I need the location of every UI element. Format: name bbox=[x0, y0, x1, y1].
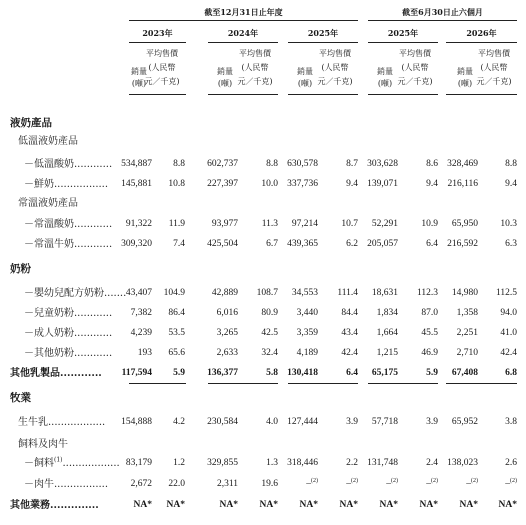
row-3-cell-9: 9.4 bbox=[505, 179, 517, 189]
row-10-cell-2: 3,265 bbox=[216, 328, 238, 338]
row-2-cell-8: 328,469 bbox=[447, 159, 478, 169]
row-18-cell-2: NA* bbox=[219, 500, 238, 510]
row-6-cell-1: 7.4 bbox=[173, 239, 185, 249]
header-sales-unit: (噸) bbox=[217, 79, 233, 88]
row-0-section-label: 液奶產品 bbox=[10, 117, 52, 129]
header-sales-label: 銷量 bbox=[457, 67, 473, 76]
header-period-rule-2 bbox=[288, 42, 358, 43]
row-11-cell-2: 2,633 bbox=[216, 348, 238, 358]
header-span-half: 截至6月30日止六個月 bbox=[402, 7, 483, 17]
row-5-cell-8: 65,950 bbox=[451, 219, 478, 229]
row-11-cell-4: 4,189 bbox=[296, 348, 318, 358]
row-8-cell-0: 43,407 bbox=[125, 288, 152, 298]
row-8-cell-3: 108.7 bbox=[256, 288, 278, 298]
row-18-cell-9: NA* bbox=[498, 500, 517, 510]
row-17-cell-2: 2,311 bbox=[216, 479, 238, 489]
row-1-group-label: 低溫液奶產品 bbox=[18, 136, 78, 147]
row-5-cell-7: 10.9 bbox=[421, 219, 438, 229]
row-18-cell-1: NA* bbox=[166, 500, 185, 510]
row-2-cell-4: 630,578 bbox=[287, 159, 318, 169]
row-2-cell-6: 303,628 bbox=[367, 159, 398, 169]
row-11-cell-7: 46.9 bbox=[421, 348, 438, 358]
row-16-cell-9: 2.6 bbox=[505, 458, 517, 468]
header-bottom-rule-2 bbox=[288, 94, 358, 95]
row-12-total-rule-2 bbox=[288, 383, 358, 384]
row-8-cell-5: 111.4 bbox=[337, 288, 358, 298]
row-6-cell-4: 439,365 bbox=[287, 239, 318, 249]
row-14-cell-0: 154,888 bbox=[121, 417, 152, 427]
header-period-rule-3 bbox=[368, 42, 438, 43]
row-17-cell-7: –$^{(2)}$ bbox=[426, 477, 438, 489]
row-2-cell-1: 8.8 bbox=[173, 159, 185, 169]
row-9-cell-3: 80.9 bbox=[261, 308, 278, 318]
row-12-cell-4: 130,418 bbox=[287, 368, 318, 378]
row-3-cell-3: 10.0 bbox=[261, 179, 278, 189]
row-14-cell-6: 57,718 bbox=[371, 417, 398, 427]
row-18-cell-6: NA* bbox=[379, 500, 398, 510]
header-price-currency: (人民幣 bbox=[148, 63, 176, 72]
row-9-cell-4: 3,440 bbox=[296, 308, 318, 318]
row-9-cell-5: 84.4 bbox=[341, 308, 358, 318]
row-9-cell-9: 94.0 bbox=[500, 308, 517, 318]
row-8-label: －嬰幼兒配方奶粉....... bbox=[24, 288, 127, 299]
row-12-cell-7: 5.9 bbox=[426, 368, 438, 378]
row-16-cell-6: 131,748 bbox=[367, 458, 398, 468]
row-18-label: 其他業務.............. bbox=[10, 500, 99, 511]
row-10-cell-8: 2,251 bbox=[456, 328, 478, 338]
row-10-cell-3: 42.5 bbox=[261, 328, 278, 338]
row-9-cell-6: 1,834 bbox=[376, 308, 398, 318]
row-18-cell-7: NA* bbox=[419, 500, 438, 510]
footnote-marker: (1) bbox=[54, 456, 63, 464]
row-18-cell-0: NA* bbox=[133, 500, 152, 510]
row-17-cell-8: –$^{(2)}$ bbox=[466, 477, 478, 489]
row-10-cell-0: 4,239 bbox=[130, 328, 152, 338]
row-6-cell-5: 6.2 bbox=[346, 239, 358, 249]
footnote-marker: (2) bbox=[351, 477, 358, 484]
row-14-cell-5: 3.9 bbox=[346, 417, 358, 427]
row-18-cell-4: NA* bbox=[299, 500, 318, 510]
footnote-marker: (2) bbox=[391, 477, 398, 484]
row-11-cell-3: 32.4 bbox=[261, 348, 278, 358]
header-period-4: 2026年 bbox=[466, 28, 497, 38]
row-5-cell-2: 93,977 bbox=[211, 219, 238, 229]
header-sales-label: 銷量 bbox=[217, 67, 233, 76]
header-sales-label: 銷量 bbox=[377, 67, 393, 76]
row-14-cell-8: 65,952 bbox=[451, 417, 478, 427]
header-period-rule-1 bbox=[208, 42, 278, 43]
row-16-cell-2: 329,855 bbox=[207, 458, 238, 468]
row-12-cell-0: 117,594 bbox=[121, 368, 152, 378]
row-14-cell-7: 3.9 bbox=[426, 417, 438, 427]
header-span-year: 截至12月31日止年度 bbox=[204, 7, 283, 17]
row-11-label: －其他奶粉............ bbox=[24, 348, 113, 359]
row-9-cell-2: 6,016 bbox=[216, 308, 238, 318]
row-16-cell-0: 83,179 bbox=[125, 458, 152, 468]
row-12-cell-3: 5.8 bbox=[266, 368, 278, 378]
row-14-cell-9: 3.8 bbox=[505, 417, 517, 427]
row-11-cell-1: 65.6 bbox=[168, 348, 185, 358]
row-14-cell-2: 230,584 bbox=[207, 417, 238, 427]
row-8-cell-9: 112.5 bbox=[495, 288, 517, 298]
header-price-label: 平均售價 bbox=[319, 49, 351, 58]
footnote-marker: (2) bbox=[311, 477, 318, 484]
row-14-cell-4: 127,444 bbox=[287, 417, 318, 427]
header-price-unit: 元／千克) bbox=[476, 77, 512, 86]
row-15-group-label: 飼料及肉牛 bbox=[18, 439, 68, 450]
row-9-cell-7: 87.0 bbox=[421, 308, 438, 318]
row-9-label: －兒童奶粉............ bbox=[24, 308, 113, 319]
row-14-cell-3: 4.0 bbox=[266, 417, 278, 427]
row-17-cell-0: 2,672 bbox=[130, 479, 152, 489]
row-8-cell-1: 104.9 bbox=[163, 288, 185, 298]
header-price-currency: (人民幣 bbox=[241, 63, 269, 72]
footnote-marker: (2) bbox=[510, 477, 517, 484]
row-16-label: －飼料$^{(1)}$.................. bbox=[24, 456, 120, 469]
row-9-cell-0: 7,382 bbox=[130, 308, 152, 318]
row-6-cell-7: 6.4 bbox=[426, 239, 438, 249]
row-17-cell-5: –$^{(2)}$ bbox=[346, 477, 358, 489]
row-11-cell-6: 1,215 bbox=[376, 348, 398, 358]
row-11-cell-0: 193 bbox=[137, 348, 152, 358]
row-8-cell-2: 42,889 bbox=[211, 288, 238, 298]
header-period-3: 2025年 bbox=[387, 28, 419, 38]
header-price-unit: 元／千克) bbox=[144, 77, 180, 86]
header-price-label: 平均售價 bbox=[146, 49, 178, 58]
row-3-cell-7: 9.4 bbox=[426, 179, 438, 189]
header-price-label: 平均售價 bbox=[478, 49, 510, 58]
row-18-cell-3: NA* bbox=[259, 500, 278, 510]
row-10-cell-4: 3,359 bbox=[296, 328, 318, 338]
header-price-label: 平均售價 bbox=[239, 49, 271, 58]
row-6-label: －常溫牛奶............ bbox=[24, 239, 113, 250]
row-3-cell-4: 337,736 bbox=[287, 179, 318, 189]
row-5-cell-5: 10.7 bbox=[341, 219, 358, 229]
row-6-cell-3: 6.7 bbox=[266, 239, 278, 249]
row-10-cell-1: 53.5 bbox=[168, 328, 185, 338]
row-6-cell-2: 425,504 bbox=[207, 239, 238, 249]
row-3-cell-5: 9.4 bbox=[346, 179, 358, 189]
header-price-unit: 元／千克) bbox=[397, 77, 433, 86]
row-12-cell-6: 65,175 bbox=[371, 368, 398, 378]
row-5-cell-6: 52,291 bbox=[371, 219, 398, 229]
row-11-cell-8: 2,710 bbox=[456, 348, 478, 358]
header-bottom-rule-1 bbox=[208, 94, 278, 95]
row-5-cell-0: 91,322 bbox=[125, 219, 152, 229]
row-5-cell-4: 97,214 bbox=[291, 219, 318, 229]
header-period-rule-4 bbox=[446, 42, 517, 43]
row-5-cell-1: 11.9 bbox=[168, 219, 185, 229]
row-18-cell-8: NA* bbox=[459, 500, 478, 510]
header-sales-unit: (噸) bbox=[131, 79, 147, 88]
footnote-marker: (2) bbox=[471, 477, 478, 484]
header-sales-unit: (噸) bbox=[377, 79, 393, 88]
header-price-currency: (人民幣 bbox=[480, 63, 508, 72]
row-17-cell-9: –$^{(2)}$ bbox=[505, 477, 517, 489]
header-period-1: 2024年 bbox=[227, 28, 259, 38]
row-16-cell-8: 138,023 bbox=[447, 458, 478, 468]
row-2-label: －低溫酸奶............ bbox=[24, 159, 113, 170]
row-2-cell-3: 8.8 bbox=[266, 159, 278, 169]
row-18-cell-5: NA* bbox=[339, 500, 358, 510]
row-12-label: 其他乳製品............ bbox=[10, 368, 102, 379]
row-12-total-rule-1 bbox=[208, 383, 278, 384]
row-17-cell-4: –$^{(2)}$ bbox=[306, 477, 318, 489]
row-16-cell-3: 1.3 bbox=[266, 458, 278, 468]
row-12-total-rule-4 bbox=[446, 383, 517, 384]
row-8-cell-8: 14,980 bbox=[451, 288, 478, 298]
header-price-unit: 元／千克) bbox=[237, 77, 273, 86]
row-8-cell-4: 34,553 bbox=[291, 288, 318, 298]
row-13-section-label: 牧業 bbox=[10, 392, 31, 404]
row-11-cell-9: 42.4 bbox=[500, 348, 517, 358]
row-12-cell-9: 6.8 bbox=[505, 368, 517, 378]
row-16-cell-1: 1.2 bbox=[173, 458, 185, 468]
row-8-cell-7: 112.3 bbox=[416, 288, 438, 298]
row-5-cell-9: 10.3 bbox=[500, 219, 517, 229]
row-16-cell-7: 2.4 bbox=[426, 458, 438, 468]
row-5-cell-3: 11.3 bbox=[261, 219, 278, 229]
row-3-cell-2: 227,397 bbox=[207, 179, 238, 189]
row-4-group-label: 常溫液奶產品 bbox=[18, 198, 78, 209]
row-17-cell-3: 19.6 bbox=[261, 479, 278, 489]
row-11-cell-5: 42.4 bbox=[341, 348, 358, 358]
header-period-2: 2025年 bbox=[307, 28, 339, 38]
row-12-cell-1: 5.9 bbox=[173, 368, 185, 378]
row-3-cell-0: 145,881 bbox=[121, 179, 152, 189]
row-2-cell-5: 8.7 bbox=[346, 159, 358, 169]
row-12-cell-8: 67,408 bbox=[451, 368, 478, 378]
header-period-rule-0 bbox=[129, 42, 186, 43]
header-price-currency: (人民幣 bbox=[321, 63, 349, 72]
row-7-section-label: 奶粉 bbox=[10, 263, 31, 275]
row-10-cell-9: 41.0 bbox=[500, 328, 517, 338]
header-sales-label: 銷量 bbox=[297, 67, 313, 76]
row-2-cell-0: 534,887 bbox=[121, 159, 152, 169]
header-sales-label: 銷量 bbox=[131, 67, 147, 76]
header-price-unit: 元／千克) bbox=[317, 77, 353, 86]
row-5-label: －常溫酸奶............ bbox=[24, 219, 113, 230]
row-3-cell-6: 139,071 bbox=[367, 179, 398, 189]
header-span-year-rule bbox=[129, 20, 358, 21]
row-17-label: －肉牛................. bbox=[24, 479, 109, 490]
header-span-half-rule bbox=[368, 20, 517, 21]
row-10-cell-6: 1,664 bbox=[376, 328, 398, 338]
row-12-cell-5: 6.4 bbox=[346, 368, 358, 378]
footnote-marker: (2) bbox=[431, 477, 438, 484]
header-bottom-rule-3 bbox=[368, 94, 438, 95]
row-12-cell-2: 136,377 bbox=[207, 368, 238, 378]
row-8-cell-6: 18,631 bbox=[371, 288, 398, 298]
row-10-cell-5: 43.4 bbox=[341, 328, 358, 338]
row-2-cell-7: 8.6 bbox=[426, 159, 438, 169]
row-12-total-rule-3 bbox=[368, 383, 438, 384]
row-6-cell-6: 205,057 bbox=[367, 239, 398, 249]
row-14-label: 生牛乳.................. bbox=[18, 417, 106, 428]
row-9-cell-1: 86.4 bbox=[168, 308, 185, 318]
header-period-0: 2023年 bbox=[142, 28, 173, 38]
header-price-label: 平均售價 bbox=[399, 49, 431, 58]
row-16-cell-5: 2.2 bbox=[346, 458, 358, 468]
row-10-label: －成人奶粉............ bbox=[24, 328, 113, 339]
row-17-cell-6: –$^{(2)}$ bbox=[386, 477, 398, 489]
header-price-currency: (人民幣 bbox=[401, 63, 429, 72]
row-16-cell-4: 318,446 bbox=[287, 458, 318, 468]
row-12-total-rule-0 bbox=[129, 383, 186, 384]
row-14-cell-1: 4.2 bbox=[173, 417, 185, 427]
row-9-cell-8: 1,358 bbox=[456, 308, 478, 318]
row-3-cell-1: 10.8 bbox=[168, 179, 185, 189]
row-3-label: －鮮奶................. bbox=[24, 179, 109, 190]
header-sales-unit: (噸) bbox=[297, 79, 313, 88]
header-bottom-rule-4 bbox=[446, 94, 517, 95]
row-17-cell-1: 22.0 bbox=[168, 479, 185, 489]
row-2-cell-2: 602,737 bbox=[207, 159, 238, 169]
header-sales-unit: (噸) bbox=[457, 79, 473, 88]
row-2-cell-9: 8.8 bbox=[505, 159, 517, 169]
header-bottom-rule-0 bbox=[129, 94, 186, 95]
row-6-cell-9: 6.3 bbox=[505, 239, 517, 249]
row-6-cell-0: 309,320 bbox=[121, 239, 152, 249]
row-6-cell-8: 216,592 bbox=[447, 239, 478, 249]
row-3-cell-8: 216,116 bbox=[447, 179, 478, 189]
row-10-cell-7: 45.5 bbox=[421, 328, 438, 338]
